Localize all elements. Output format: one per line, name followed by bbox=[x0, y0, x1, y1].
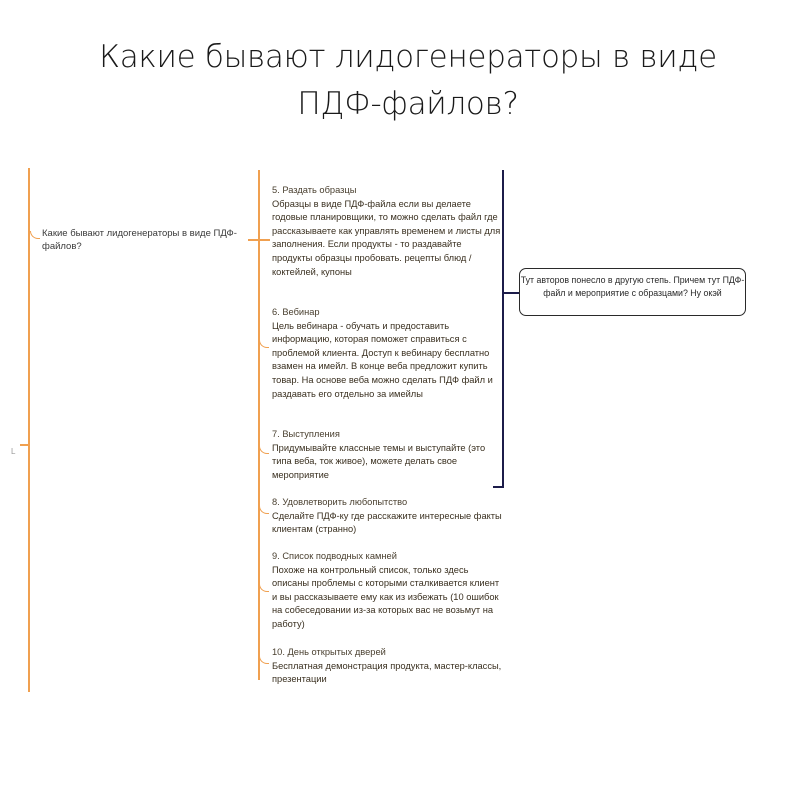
bracket-line bbox=[502, 170, 504, 488]
children-trunk-line bbox=[258, 170, 260, 680]
trunk-line bbox=[28, 168, 30, 692]
root-node[interactable]: Какие бывают лидогенераторы в виде ПДФ-файлов? bbox=[42, 228, 237, 252]
node-title: 9. Список подводных камней bbox=[272, 551, 397, 561]
node-body: Цель вебинара - обучать и предоставить информацию, которая поможет справиться с проблемой клиента. Доступ к вебинару бесплатно взамен на имейл. В конце веба предложит купить товар. На основе веба можно сделать ПДФ файл и раздавать его отдельно за имейлы bbox=[272, 320, 493, 399]
node-title: 6. Вебинар bbox=[272, 307, 320, 317]
child-tick-8 bbox=[259, 506, 269, 514]
node-title: 8. Удовлетворить любопытство bbox=[272, 497, 408, 507]
child-tick-7 bbox=[259, 446, 269, 454]
node-8[interactable] bbox=[272, 496, 502, 537]
node-6[interactable] bbox=[272, 306, 502, 401]
child-tick-6 bbox=[259, 340, 269, 348]
trunk-connector bbox=[20, 444, 30, 446]
bracket-connector bbox=[503, 292, 519, 294]
page-title bbox=[0, 34, 800, 128]
node-9[interactable] bbox=[272, 550, 502, 632]
node-title: 7. Выступления bbox=[272, 429, 340, 439]
root-branch-tick bbox=[30, 231, 40, 239]
title-line-2: ПДФ-файлов? bbox=[297, 86, 519, 122]
title-line-1: Какие бывают лидогенераторы в виде bbox=[99, 39, 717, 75]
comment-callout[interactable]: Тут авторов понесло в другую степь. Причем тут ПДФ-файл и мероприятие с образцами? Ну окэй bbox=[519, 268, 746, 316]
root-to-children-connector bbox=[248, 239, 270, 241]
bracket-bottom bbox=[493, 486, 504, 488]
node-7[interactable] bbox=[272, 428, 502, 482]
node-body: Похоже на контрольный список, только здесь описаны проблемы с которыми сталкивается клиент и вы рассказываете ему как из избежать (10 ошибок на собеседовании из-за которых вас не возьмут на работу) bbox=[272, 564, 500, 629]
node-body: Бесплатная демонстрация продукта, мастер-классы, презентации bbox=[272, 660, 502, 685]
node-title: 10. День открытых дверей bbox=[272, 647, 386, 657]
node-10[interactable] bbox=[272, 646, 502, 687]
node-body: Сделайте ПДФ-ку где расскажите интересные факты клиентам (странно) bbox=[272, 510, 502, 535]
node-body: Образцы в виде ПДФ-файла если вы делаете годовые планировщики, то можно сделать файл где рассказываете как управлять временем и листы для заполнения. Если продукты - то раздавайте продукты образцы пробовать. рецепты блюд / коктейлей, купоны bbox=[272, 198, 501, 277]
node-body: Придумывайте классные темы и выступайте (это типа веба, ток живое), можете делать свое мероприятие bbox=[272, 442, 486, 480]
child-tick-9 bbox=[259, 584, 269, 592]
node-5[interactable] bbox=[272, 184, 502, 279]
child-tick-10 bbox=[259, 656, 269, 664]
node-title: 5. Раздать образцы bbox=[272, 185, 357, 195]
stray-mark: L bbox=[11, 447, 16, 456]
